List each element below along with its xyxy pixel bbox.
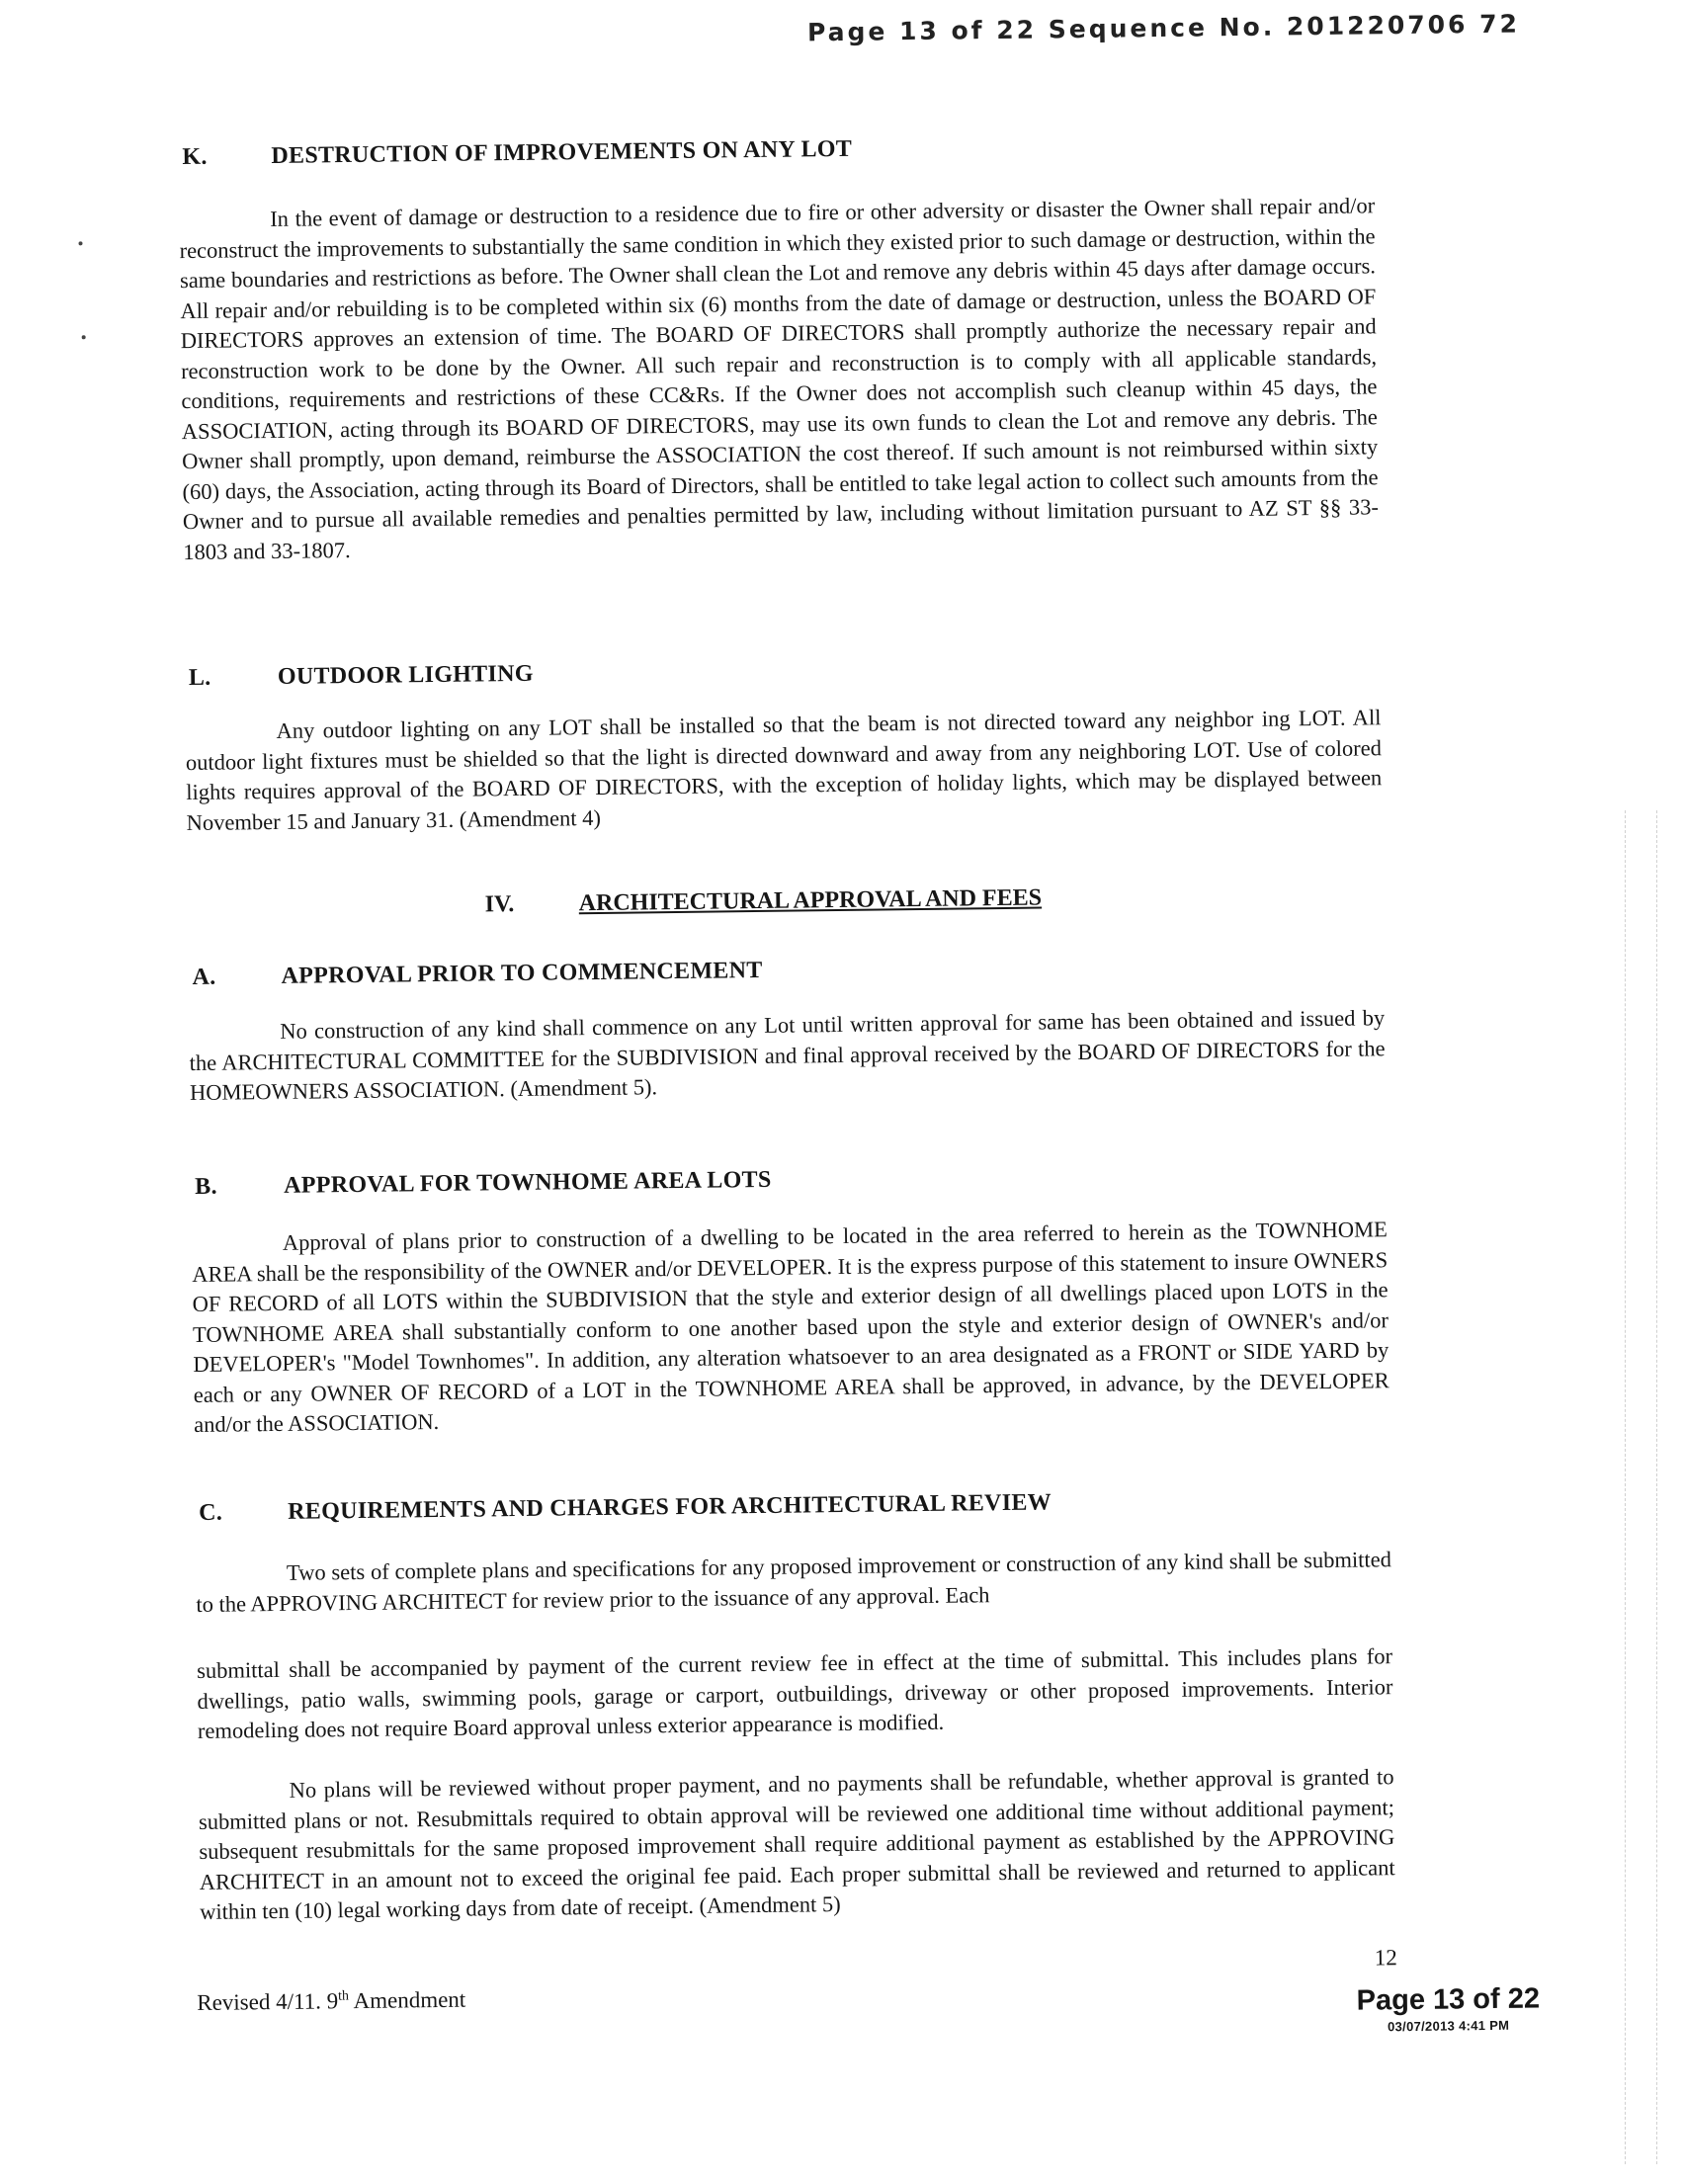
section-letter: C.: [199, 1499, 223, 1526]
section-k-heading: [182, 136, 852, 171]
stamp-datetime: 03/07/2013 4:41 PM: [1387, 2017, 1510, 2035]
article-iv-heading: [485, 884, 1043, 918]
scan-speck: [82, 335, 86, 339]
page-number: 12: [1374, 1945, 1397, 1971]
section-c-body-1: Two sets of complete plans and specifications for any proposed improvement or construction of any kind shall be submitted to the APPROVING ARCHITECT for review prior to the issuance of any approval. Each: [196, 1547, 1392, 1617]
section-k-body: In the event of damage or destruction to a residence due to fire or other adversity or disaster the Owner shall repair and/or reconstruct the improvements to substantially the same condition in which they existed prior to such damage or destruction, within the same boundaries and restrictions as before. The Owner shall clean the Lot and remove any debris within 45 days after damage occurs. All repair and/or rebuilding is to be completed within six (6) months from the date of damage or destruction, unless the BOARD OF DIRECTORS approves an extension of time. The BOARD OF DIRECTORS shall promptly authorize the necessary repair and reconstruction work to be done by the Owner. All such repair and reconstruction is to comply with all applicable standards, conditions, requirements and restrictions of these CC&Rs. If the Owner does not accomplish such cleanup within 45 days, the ASSOCIATION, acting through its BOARD OF DIRECTORS, may use its own funds to clean the Lot and remove any debris. The Owner shall promptly, upon demand, reimburse the ASSOCIATION the cost thereof. If such amount is not reimbursed within sixty (60) days, the Association, acting through its Board of Directors, shall be entitled to take legal action to collect such amounts from the Owner and to pursue all available remedies and penalties permitted by law, including without limitation pursuant to AZ ST §§ 33-1803 and 33-1807.: [179, 193, 1380, 564]
stamp-page: Page 13 of 22: [1356, 1982, 1541, 2017]
section-c-body-3: No plans will be reviewed without proper payment, and no payments shall be refundable, whether approval is granted to submitted plans or not. Resubmittals required to obtain approval will be reviewed one additional time without additional payment; subsequent resubmittals for the same proposed improvement shall require additional payment as established by the APPROVING ARCHITECT in an amount not to exceed the original fee paid. Each proper submittal shall be reviewed and returned to applicant within ten (10) legal working days from date of receipt. (Amendment 5): [198, 1764, 1395, 1924]
section-title: DESTRUCTION OF IMPROVEMENTS ON ANY LOT: [271, 135, 853, 169]
recorder-stamp: [1349, 1982, 1548, 2034]
section-c-heading: [199, 1489, 1052, 1527]
section-title: OUTDOOR LIGHTING: [277, 660, 534, 690]
section-b-heading: [195, 1167, 772, 1201]
article-title: ARCHITECTURAL APPROVAL AND FEES: [578, 884, 1043, 917]
section-l-body: Any outdoor lighting on any LOT shall be installed so that the beam is not directed toward any neighbor ing LOT. All outdoor light fixtures must be shielded so that the light is directed downward and away from any neighboring LOT. Use of colored lights requires approval of the BOARD OF DIRECTORS, with the exception of holiday lights, which may be displayed between November 15 and January 31. (Amendment 4): [185, 705, 1383, 835]
revision-note: Revised 4/11. 9th Amendment: [197, 1986, 466, 2016]
section-c-body-2: submittal shall be accompanied by payment of the current review fee in effect at the time of submittal. This includes plans for dwellings, patio walls, swimming pools, garage or carport, outbuildings, driveway or other proposed improvements. Interior remodeling does not require Board approval unless exterior appearance is modified.: [197, 1643, 1393, 1743]
section-letter: L.: [188, 664, 211, 692]
section-title: APPROVAL FOR TOWNHOME AREA LOTS: [284, 1166, 772, 1199]
scan-speck: [78, 241, 82, 245]
scan-edge-line: [1656, 810, 1657, 2164]
section-letter: A.: [192, 964, 216, 990]
section-letter: B.: [195, 1173, 217, 1200]
section-letter: K.: [182, 143, 208, 171]
section-b-body: Approval of plans prior to construction of a dwelling to be located in the area referred to herein as the TOWNHOME AREA shall be the responsibility of the OWNER and/or DEVELOPER. It is the express purpose of this statement to insure OWNERS OF RECORD of all LOTS within the SUBDIVISION that the style and exterior design of all dwellings placed upon LOTS in the TOWNHOME AREA shall substantially conform to one another based upon the style and exterior design of OWNER's and/or DEVELOPER's "Model Townhomes". In addition, any alteration whatsoever to an area designated as a FRONT or SIDE YARD by each or any OWNER OF RECORD of a LOT in the TOWNHOME AREA shall be approved, in advance, by the DEVELOPER and/or the ASSOCIATION.: [192, 1217, 1389, 1438]
page-sequence-header: Page 13 of 22 Sequence No. 201220706 72: [806, 9, 1521, 47]
section-l-heading: [189, 661, 534, 692]
scan-edge-line: [1625, 810, 1626, 2164]
article-number: IV.: [484, 891, 515, 918]
section-a-body: No construction of any kind shall commence on any Lot until written approval for same has been obtained and issued by the ARCHITECTURAL COMMITTEE for the SUBDIVISION and final approval received by the BOARD OF DIRECTORS for the HOMEOWNERS ASSOCIATION. (Amendment 5).: [189, 1005, 1386, 1106]
section-title: APPROVAL PRIOR TO COMMENCEMENT: [281, 957, 763, 989]
section-a-heading: [192, 958, 762, 991]
section-title: REQUIREMENTS AND CHARGES FOR ARCHITECTURAL REVIEW: [288, 1489, 1052, 1525]
